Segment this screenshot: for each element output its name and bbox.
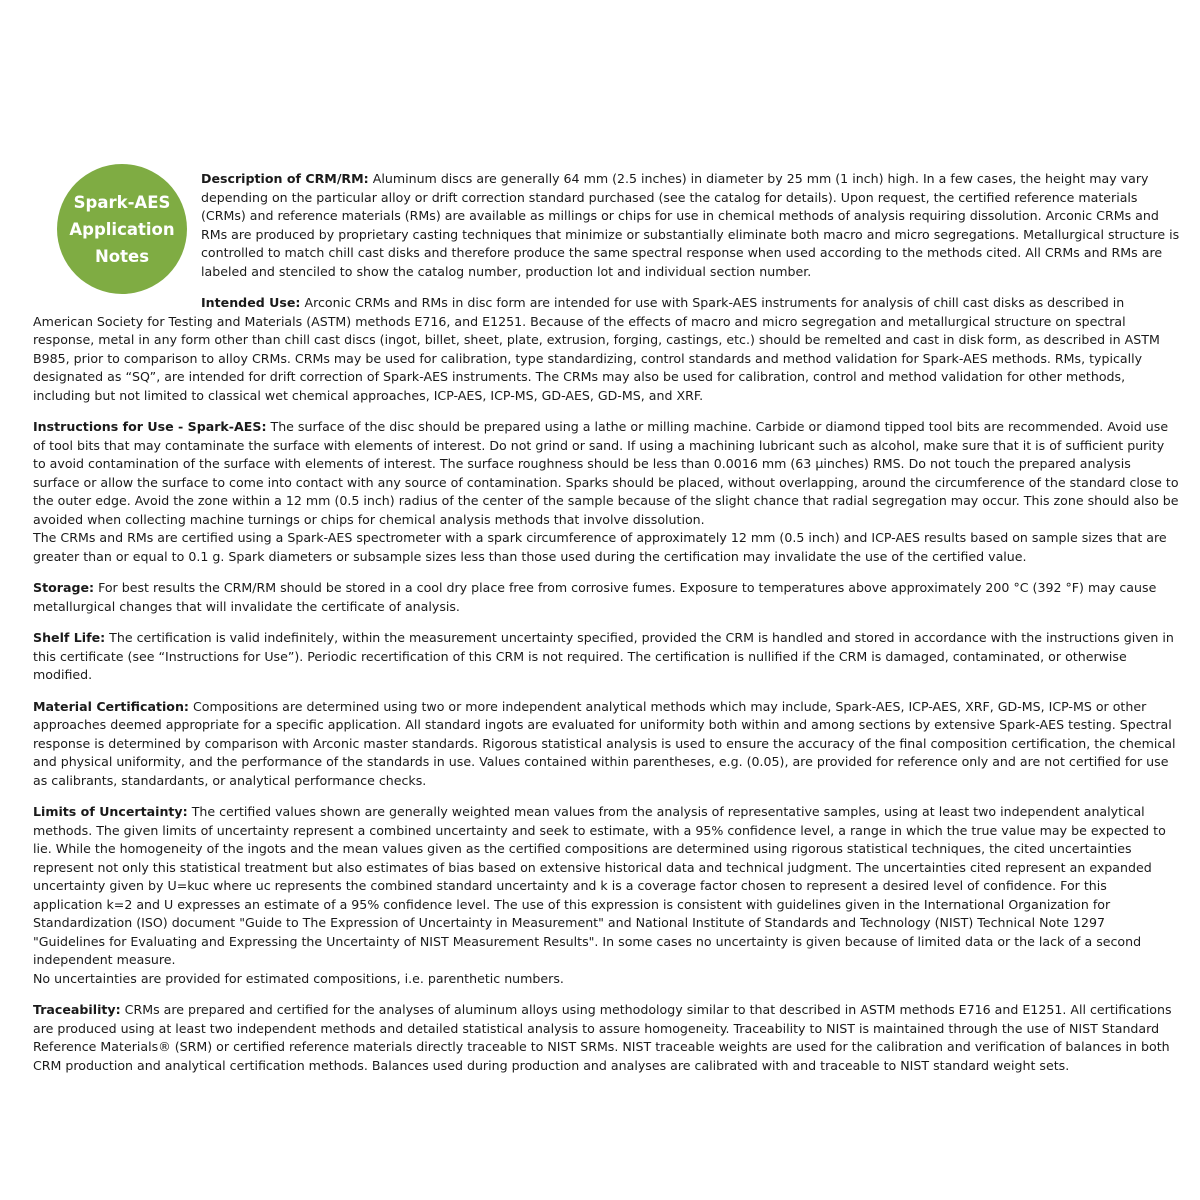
section-material-certification: [33, 698, 1180, 791]
section-intended-use: [33, 294, 1180, 405]
section-storage-text: For best results the CRM/RM should be stored in a cool dry place free from corrosive fumes. Exposure to temperatures above approximately 200 °C (392 °F) may cause metallurgical changes that will invalidate the certificate of analysis.: [33, 580, 1157, 614]
section-uncertainty-text: The certified values shown are generally weighted mean values from the analysis of representative samples, using at least two independent analytical methods. The given limits of uncertainty represent a combined uncertainty and seek to estimate, with a 95% confidence level, a range in which the true value may be expected to lie. While the homogeneity of the ingots and the mean values given as the certified compositions are determined using rigorous statistical techniques, the cited uncertainties represent not only this statistical treatment but also estimates of bias based on extensive historical data and technical judgment. The uncertainties cited represent an expanded uncertainty given by U=kuc where uc represents the combined standard uncertainty and k is a coverage factor chosen to represent a desired level of confidence. For this application k=2 and U expresses an estimate of a 95% confidence level. The use of this expression is consistent with guidelines given in the International Organization for Standardization (ISO) document "Guide to The Expression of Uncertainty in Measurement" and National Institute of Standards and Technology (NIST) Technical Note 1297 "Guidelines for Evaluating and Expressing the Uncertainty of NIST Measurement Results". In some cases no uncertainty is given because of limited data or the lack of a second independent measure.: [33, 804, 1166, 967]
section-shelf-life: [33, 629, 1180, 685]
section-instructions-heading: Instructions for Use - Spark-AES:: [33, 419, 267, 434]
section-description: [201, 170, 1180, 281]
section-material-certification-heading: Material Certification:: [33, 698, 189, 714]
section-storage-heading: Storage:: [33, 580, 95, 595]
section-traceability: [33, 1001, 1180, 1075]
section-uncertainty-heading: Limits of Uncertainty:: [33, 804, 188, 819]
application-notes-document: [33, 170, 1180, 1088]
badge-line-1: Spark-AES: [73, 192, 171, 212]
section-uncertainty-text-2: No uncertainties are provided for estimated compositions, i.e. parenthetic numbers.: [33, 970, 564, 986]
section-storage: [33, 579, 1180, 616]
section-intended-use-text: Arconic CRMs and RMs in disc form are intended for use with Spark-AES instruments for analysis of chill cast disks as described in American Society for Testing and Materials (ASTM) methods E716, and E1251. Because of the effects of macro and micro segregation and metallurgical structure on spectral response, metal in any form other than chill cast discs (ingot, billet, sheet, plate, extrusion, forging, castings, etc.) should be remelted and cast in disk form, as described in ASTM B985, prior to comparison to alloy CRMs. CRMs may be used for calibration, type standardizing, control standards and method validation for Spark-AES methods. RMs, typically designated as “SQ”, are intended for drift correction of Spark-AES instruments. The CRMs may also be used for calibration, control and method validation for other methods, including but not limited to classical wet chemical approaches, ICP-AES, ICP-MS, GD-AES, GD-MS, and XRF.: [33, 295, 1160, 403]
section-traceability-text: CRMs are prepared and certified for the analyses of aluminum alloys using methodology similar to that described in ASTM methods E716 and E1251. All certifications are produced using at least two independent methods and detailed statistical analysis to assure homogeneity. Traceability to NIST is maintained through the use of NIST Standard Reference Materials® (SRM) or certified reference materials directly traceable to NIST SRMs. NIST traceable weights are used for the calibration and verification of balances in both CRM production and analytical certification methods. Balances used during production and analyses are calibrated with and traceable to NIST standard weight sets.: [33, 1002, 1172, 1073]
section-description-heading: Description of CRM/RM:: [201, 171, 369, 186]
section-instructions-text: The surface of the disc should be prepared using a lathe or milling machine. Carbide or diamond tipped tool bits are recommended. Avoid use of tool bits that may contaminate the surface with elements of interest. Do not grind or sand. If using a machining lubricant such as alcohol, make sure that it is of sufficient purity to avoid contamination of the surface with elements of interest. The surface roughness should be less than 0.0016 mm (63 µinches) RMS. Do not touch the prepared analysis surface or allow the surface to come into contact with any source of contamination. Sparks should be placed, without overlapping, around the circumference of the standard close to the outer edge. Avoid the zone within a 12 mm (0.5 inch) radius of the center of the sample because of the slight chance that radial segregation may occur. This zone should also be avoided when collecting machine turnings or chips for chemical analysis methods that involve dissolution.: [33, 419, 1179, 527]
section-description-text: Aluminum discs are generally 64 mm (2.5 inches) in diameter by 25 mm (1 inch) high. In a few cases, the height may vary depending on the particular alloy or drift correction standard purchased (see the catalog for details). Upon request, the certified reference materials (CRMs) and reference materials (RMs) are available as millings or chips for use in chemical methods of analysis requiring dissolution. Arconic CRMs and RMs are produced by proprietary casting techniques that minimize or substantially eliminate both macro and micro segregations. Metallurgical structure is controlled to match chill cast disks and therefore produce the same spectral response when used according to the methods cited. All CRMs and RMs are labeled and stenciled to show the catalog number, production lot and individual section number.: [201, 171, 1180, 279]
section-shelf-life-text: The certification is valid indefinitely, within the measurement uncertainty specified, provided the CRM is handled and stored in accordance with the instructions given in this certificate (see “Instructions for Use”). Periodic recertification of this CRM is not required. The certification is nullified if the CRM is damaged, contaminated, or otherwise modified.: [33, 630, 1174, 682]
section-shelf-life-heading: Shelf Life:: [33, 630, 106, 645]
section-material-certification-text: Compositions are determined using two or more independent analytical methods which may include, Spark-AES, ICP-AES, XRF, GD-MS, ICP-MS or other approaches deemed appropriate for a specific application. All standard ingots are evaluated for uniformity both within and among sections by extensive Spark-AES testing. Spectral response is determined by comparison with Arconic master standards. Rigorous statistical analysis is used to ensure the accuracy of the final composition certification, the chemical and physical uniformity, and the performance of the standards in use. Values contained within parentheses, e.g. (0.05), are provided for reference only and are not certified for use as calibrants, standardants, or analytical performance checks.: [33, 698, 1176, 788]
section-intended-use-heading: Intended Use:: [201, 295, 301, 310]
badge-line-3: Notes: [94, 246, 150, 266]
section-instructions: [33, 418, 1180, 566]
section-instructions-text-2: The CRMs and RMs are certified using a Spark-AES spectrometer with a spark circumference of approximately 12 mm (0.5 inch) and ICP-AES results based on sample sizes that are greater than or equal to 0.1 g. Spark diameters or subsample sizes less than those used during the certification may invalidate the use of the certified value.: [33, 530, 1167, 564]
section-uncertainty: [33, 803, 1180, 988]
badge-line-2: Application: [69, 219, 175, 239]
section-traceability-heading: Traceability:: [33, 1002, 121, 1017]
